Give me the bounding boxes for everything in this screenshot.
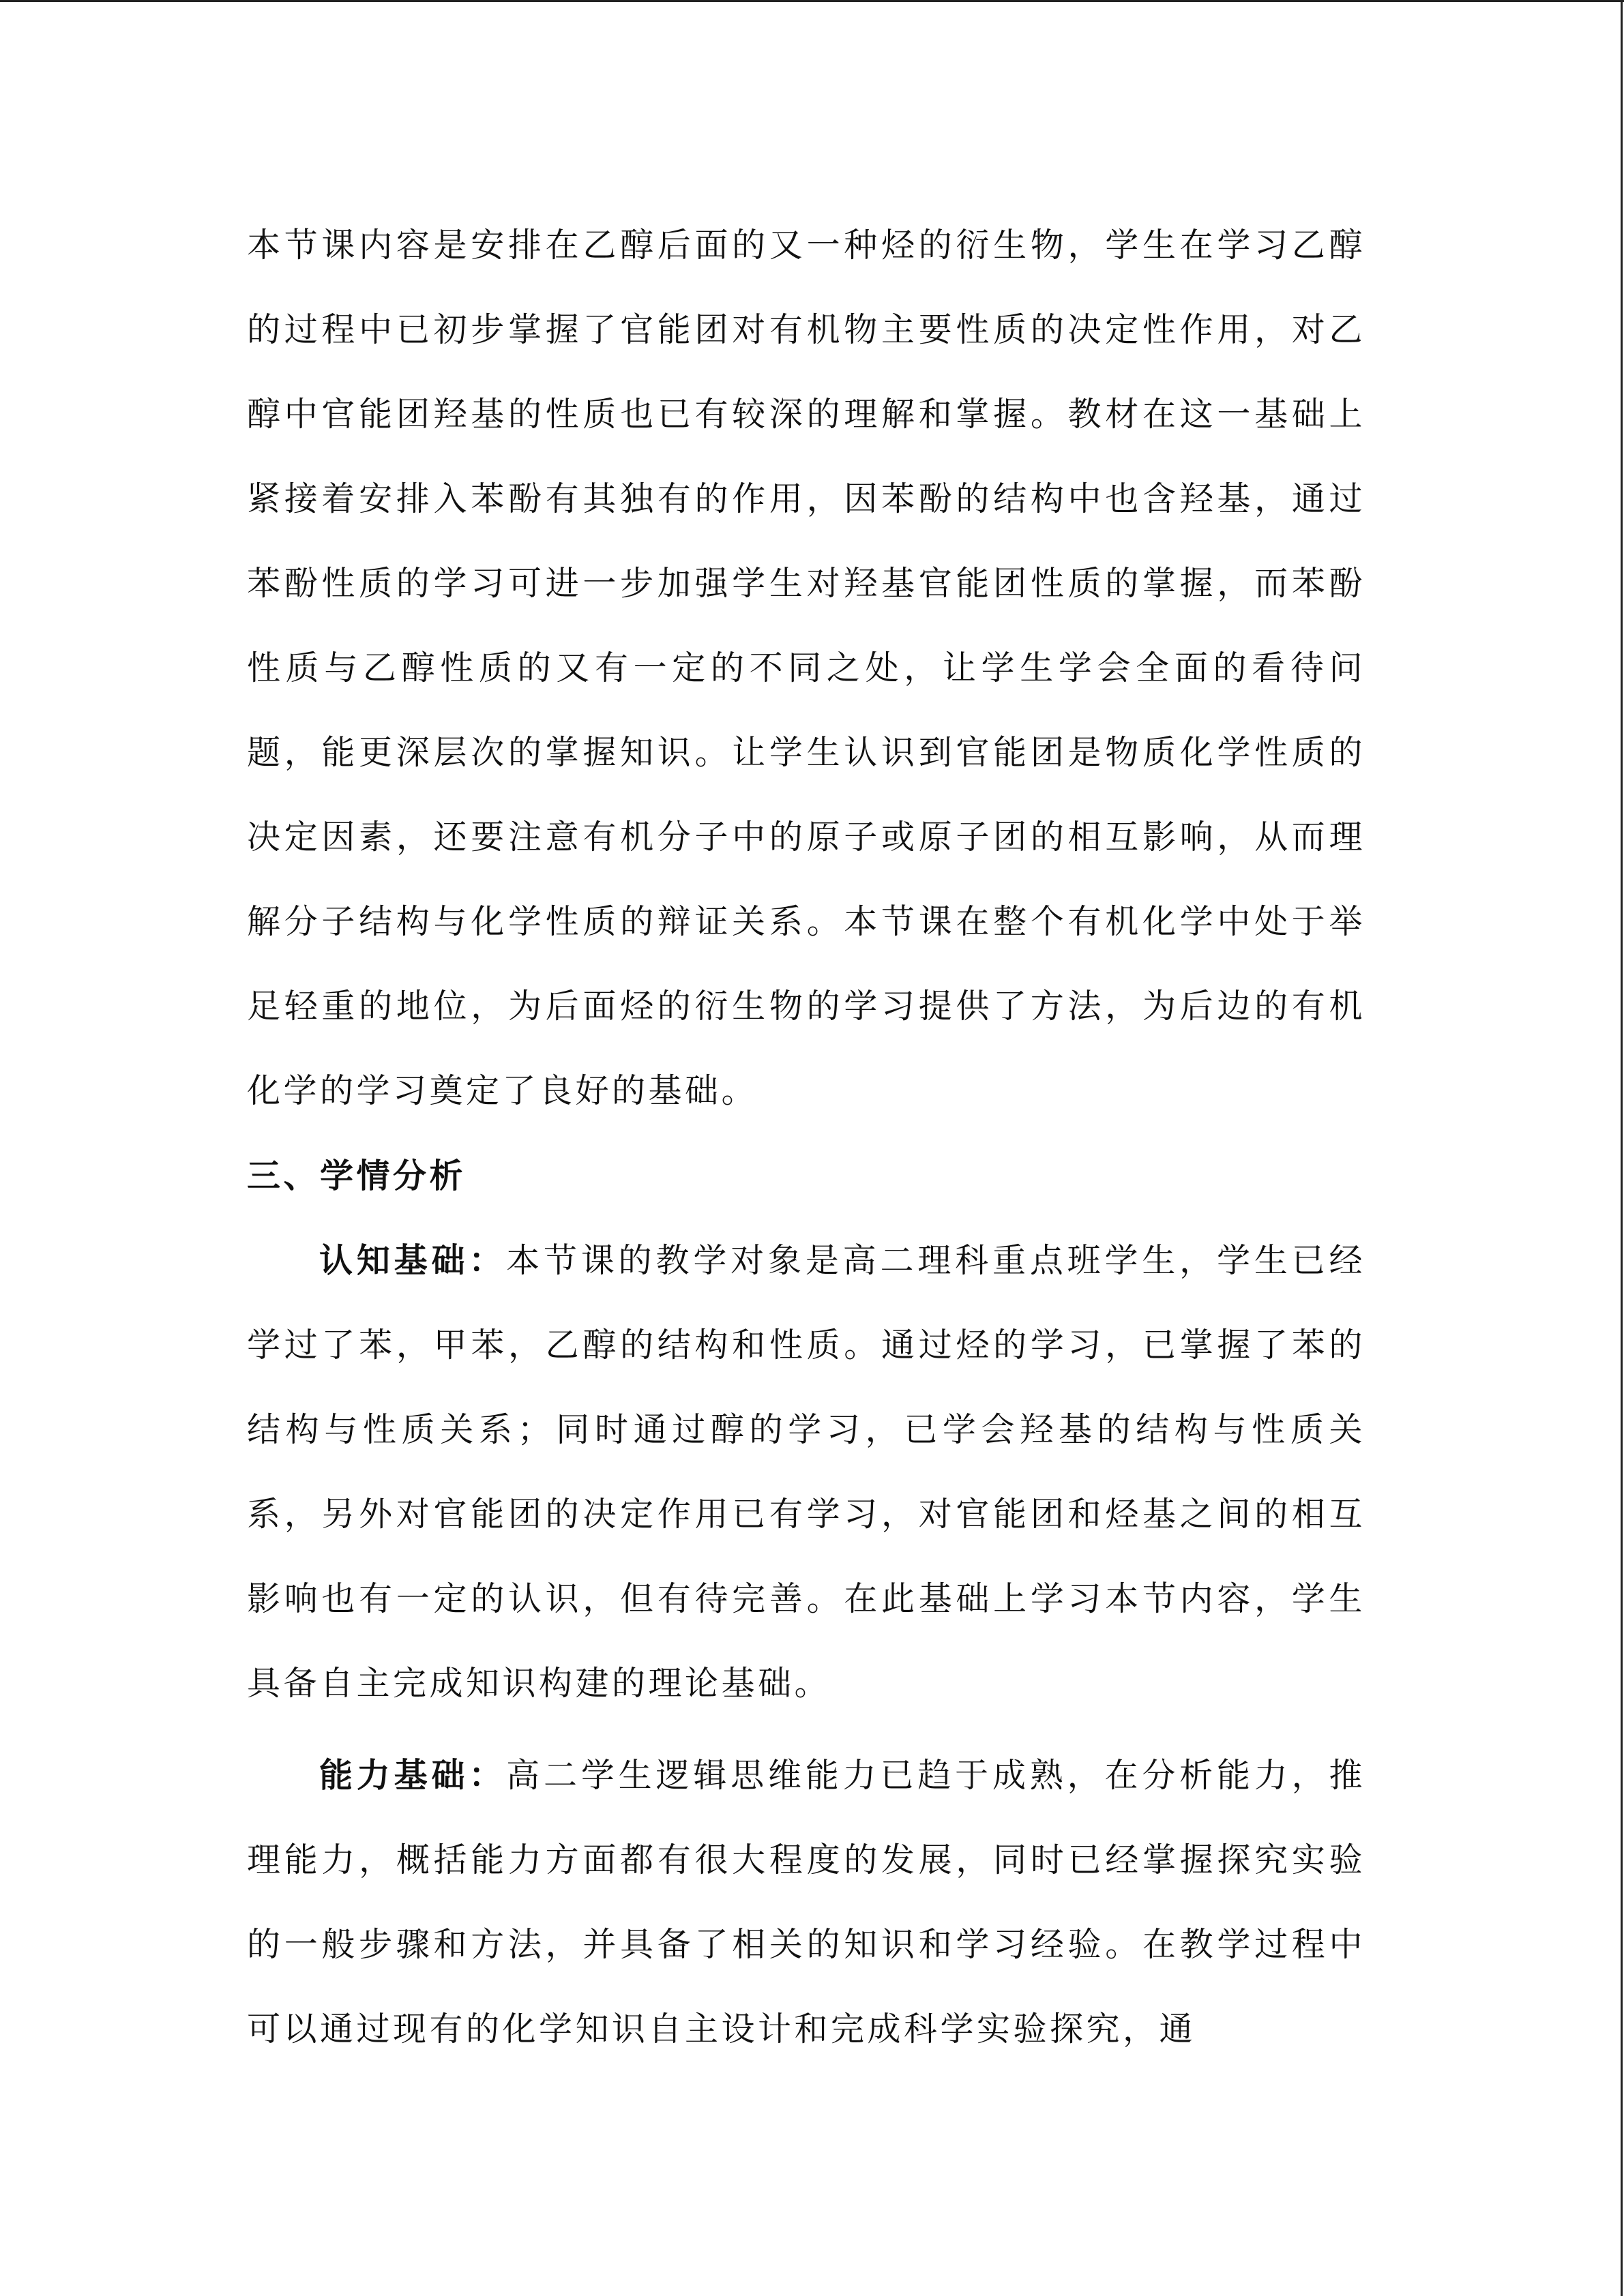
cognitive-basis-paragraph xyxy=(247,1218,1365,1726)
top-border-line xyxy=(0,0,1624,2)
section-heading: 三、学情分析 xyxy=(247,1156,467,1195)
ability-basis-paragraph xyxy=(247,1733,1365,2072)
cognitive-basis-text: 本节课的教学对象是高二理科重点班学生，学生已经学过了苯，甲苯，乙醇的结构和性质。通过烃的学习，已掌握了苯的结构与性质关系；同时通过醇的学习，已学会羟基的结构与性质关系，另外对官能团的决定作用已有学习，对官能团和烃基之间的相互影响也有一定的认识，但有待完善。在此基础上学习本节内容，学生具备自主完成知识构建的理论基础。 xyxy=(247,1241,1365,1703)
ability-basis-text: 高二学生逻辑思维能力已趋于成熟，在分析能力，推理能力，概括能力方面都有很大程度的发展，同时已经掌握探究实验的一般步骤和方法，并具备了相关的知识和学习经验。在教学过程中可以通过现有的化学知识自主设计和完成科学实验探究，通 xyxy=(247,1756,1365,2048)
right-border-line xyxy=(1621,0,1623,2296)
intro-paragraph: 本节课内容是安排在乙醇后面的又一种烃的衍生物，学生在学习乙醇的过程中已初步掌握了官能团对有机物主要性质的决定性作用，对乙醇中官能团羟基的性质也已有较深的理解和掌握。教材在这一基础上紧接着安排入苯酚有其独有的作用，因苯酚的结构中也含羟基，通过苯酚性质的学习可进一步加强学生对羟基官能团性质的掌握，而苯酚性质与乙醇性质的又有一定的不同之处，让学生学会全面的看待问题，能更深层次的掌握知识。让学生认识到官能团是物质化学性质的决定因素，还要注意有机分子中的原子或原子团的相互影响，从而理解分子结构与化学性质的辩证关系。本节课在整个有机化学中处于举足轻重的地位，为后面烃的衍生物的学习提供了方法，为后边的有机化学的学习奠定了良好的基础。 xyxy=(247,226,1365,1110)
ability-basis-label: 能力基础： xyxy=(319,1755,507,1795)
document-body xyxy=(247,203,1365,2072)
cognitive-basis-label: 认知基础： xyxy=(319,1240,507,1280)
